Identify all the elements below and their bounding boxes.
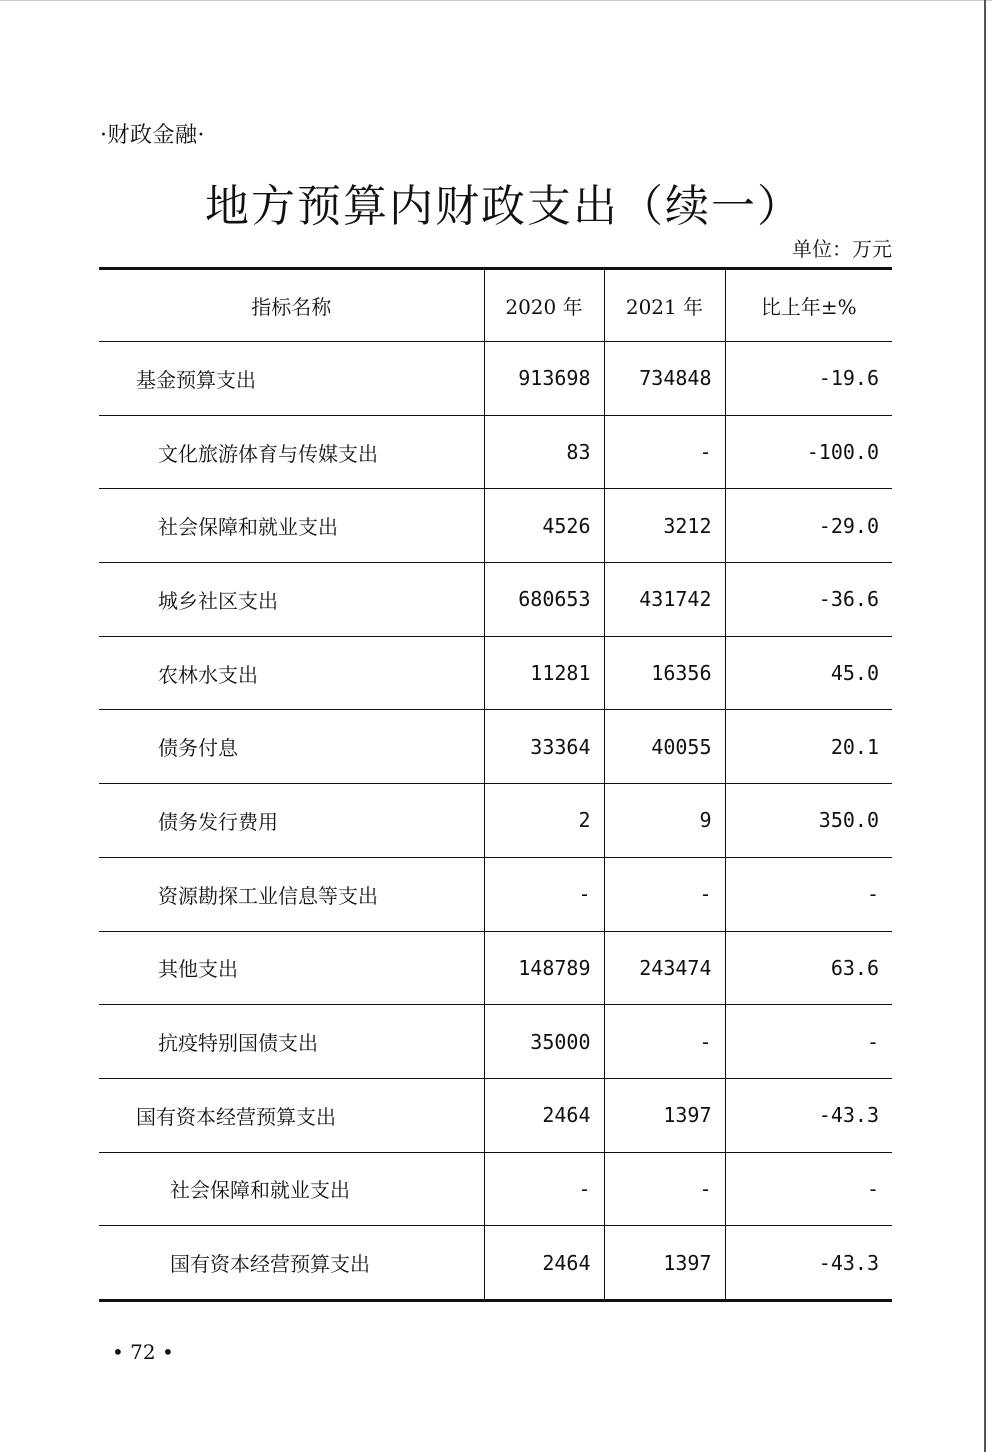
value-2020-cell: 2464 bbox=[484, 1226, 604, 1301]
value-2020-cell: 35000 bbox=[484, 1005, 604, 1079]
value-2021-cell: - bbox=[604, 1152, 725, 1226]
header-year-2020: 2020 年 bbox=[484, 269, 604, 342]
table-row bbox=[99, 857, 892, 931]
table-row bbox=[99, 563, 892, 637]
table-row bbox=[99, 342, 892, 416]
value-2020-cell: - bbox=[484, 1152, 604, 1226]
indicator-name-cell: 其他支出 bbox=[99, 931, 484, 1005]
change-percent-cell: -19.6 bbox=[725, 342, 892, 416]
table-row bbox=[99, 931, 892, 1005]
table-header-row bbox=[99, 269, 892, 342]
value-2021-cell: 734848 bbox=[604, 342, 725, 416]
change-percent-cell: -29.0 bbox=[725, 489, 892, 563]
change-percent-cell: - bbox=[725, 857, 892, 931]
indicator-name-cell: 农林水支出 bbox=[99, 636, 484, 710]
change-percent-cell: 63.6 bbox=[725, 931, 892, 1005]
indicator-name-cell: 城乡社区支出 bbox=[99, 563, 484, 637]
indicator-name-cell: 资源勘探工业信息等支出 bbox=[99, 857, 484, 931]
page-right-border bbox=[984, 0, 986, 1452]
value-2020-cell: 148789 bbox=[484, 931, 604, 1005]
value-2020-cell: 2 bbox=[484, 784, 604, 858]
value-2021-cell: 243474 bbox=[604, 931, 725, 1005]
table-row bbox=[99, 1152, 892, 1226]
indicator-name-cell: 社会保障和就业支出 bbox=[99, 489, 484, 563]
unit-label: 单位：万元 bbox=[792, 237, 892, 261]
value-2020-cell: 913698 bbox=[484, 342, 604, 416]
page-number: • 72 • bbox=[112, 1340, 174, 1364]
header-indicator-name: 指标名称 bbox=[99, 269, 484, 342]
change-percent-cell: -100.0 bbox=[725, 415, 892, 489]
value-2020-cell: 680653 bbox=[484, 563, 604, 637]
value-2021-cell: 431742 bbox=[604, 563, 725, 637]
table-row bbox=[99, 784, 892, 858]
table-row bbox=[99, 489, 892, 563]
value-2020-cell: 83 bbox=[484, 415, 604, 489]
indicator-name-cell: 社会保障和就业支出 bbox=[99, 1152, 484, 1226]
value-2020-cell: 11281 bbox=[484, 636, 604, 710]
indicator-name-cell: 文化旅游体育与传媒支出 bbox=[99, 415, 484, 489]
page-title: 地方预算内财政支出（续一） bbox=[205, 181, 803, 232]
value-2021-cell: 1397 bbox=[604, 1226, 725, 1301]
indicator-name-cell: 债务发行费用 bbox=[99, 784, 484, 858]
table-row bbox=[99, 1078, 892, 1152]
change-percent-cell: - bbox=[725, 1005, 892, 1079]
change-percent-cell: - bbox=[725, 1152, 892, 1226]
section-label: ·财政金融· bbox=[100, 123, 205, 148]
change-percent-cell: -43.3 bbox=[725, 1078, 892, 1152]
value-2020-cell: 2464 bbox=[484, 1078, 604, 1152]
indicator-name-cell: 国有资本经营预算支出 bbox=[99, 1078, 484, 1152]
table-row bbox=[99, 1005, 892, 1079]
table-row bbox=[99, 636, 892, 710]
header-year-2021: 2021 年 bbox=[604, 269, 725, 342]
value-2021-cell: 16356 bbox=[604, 636, 725, 710]
value-2020-cell: - bbox=[484, 857, 604, 931]
change-percent-cell: 20.1 bbox=[725, 710, 892, 784]
value-2021-cell: 40055 bbox=[604, 710, 725, 784]
table-row bbox=[99, 710, 892, 784]
value-2021-cell: - bbox=[604, 1005, 725, 1079]
change-percent-cell: -36.6 bbox=[725, 563, 892, 637]
page-top-border bbox=[0, 0, 992, 1]
header-change-percent: 比上年±% bbox=[725, 269, 892, 342]
change-percent-cell: 350.0 bbox=[725, 784, 892, 858]
table-row bbox=[99, 1226, 892, 1301]
value-2020-cell: 4526 bbox=[484, 489, 604, 563]
table-row bbox=[99, 415, 892, 489]
change-percent-cell: 45.0 bbox=[725, 636, 892, 710]
expenditure-table bbox=[99, 267, 892, 1302]
value-2021-cell: - bbox=[604, 415, 725, 489]
table-body bbox=[99, 342, 892, 1301]
value-2021-cell: 1397 bbox=[604, 1078, 725, 1152]
value-2020-cell: 33364 bbox=[484, 710, 604, 784]
value-2021-cell: 9 bbox=[604, 784, 725, 858]
value-2021-cell: 3212 bbox=[604, 489, 725, 563]
indicator-name-cell: 抗疫特别国债支出 bbox=[99, 1005, 484, 1079]
change-percent-cell: -43.3 bbox=[725, 1226, 892, 1301]
indicator-name-cell: 国有资本经营预算支出 bbox=[99, 1226, 484, 1301]
indicator-name-cell: 债务付息 bbox=[99, 710, 484, 784]
value-2021-cell: - bbox=[604, 857, 725, 931]
indicator-name-cell: 基金预算支出 bbox=[99, 342, 484, 416]
